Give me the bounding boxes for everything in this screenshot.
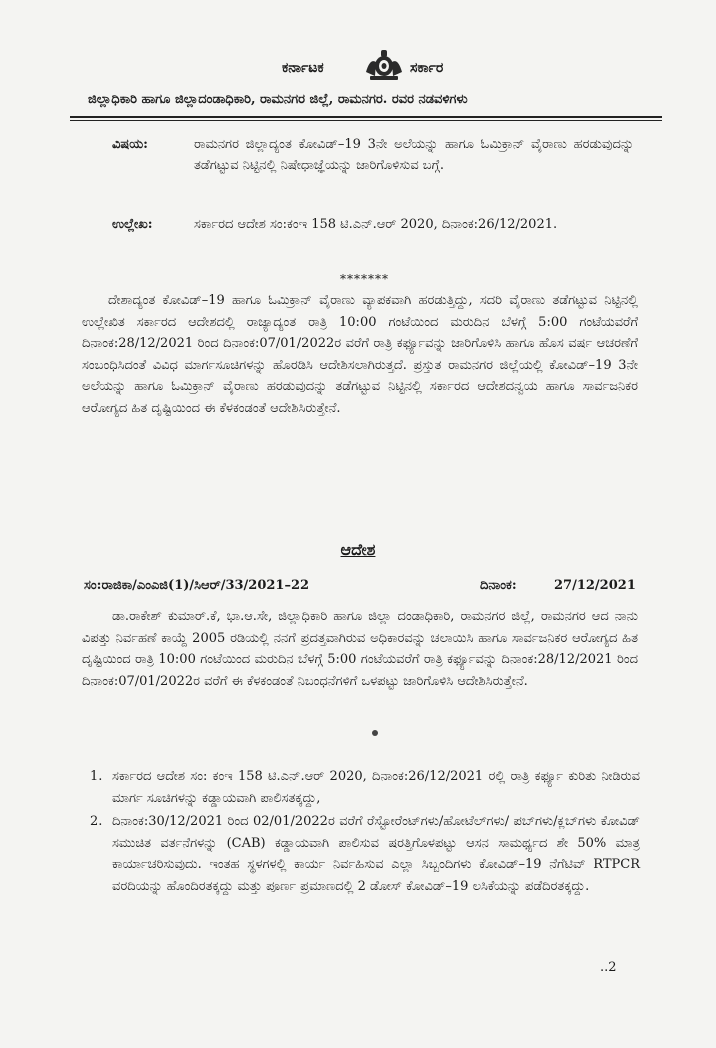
order-date-label: ದಿನಾಂಕ: — [480, 578, 517, 593]
karnataka-emblem-icon — [362, 46, 406, 82]
list-item-text: ದಿನಾಂಕ:30/12/2021 ರಿಂದ 02/01/2022ರ ವರೆಗೆ ರೆಸ್ಟೋರೆಂಟ್‌ಗಳು/ಹೋಟೆಲ್‌ಗಳು/ ಪಬ್‌ಗಳು/ಕ್ಲಬ್‌ಗಳು ಕೋವಿಡ್ ಸಮುಚಿತ ವರ್ತನೆಗಳನ್ನು (CAB) ಕಡ್ಡಾಯವಾಗಿ ಪಾಲಿಸುವ ಷರತ್ತಿಗೊಳಪಟ್ಟು ಆಸನ ಸಾಮರ್ಥ್ಯದ ಶೇ 50% ಮಾತ್ರ ಕಾರ್ಯಾಚರಿಸುವುದು. ಇಂತಹ ಸ್ಥಳಗಳಲ್ಲಿ ಕಾರ್ಯ ನಿರ್ವಹಿಸುವ ಎಲ್ಲಾ ಸಿಬ್ಬಂದಿಗಳು ಕೋವಿಡ್–19 ನೆಗೆಟಿವ್ RTPCR ವರದಿಯನ್ನು ಹೊಂದಿರತಕ್ಕದ್ದು ಮತ್ತು ಪೂರ್ಣ ಪ್ರಮಾಣದಲ್ಲಿ 2 ಡೋಸ್ ಕೋವಿಡ್–19 ಲಸಿಕೆಯನ್ನು ಪಡೆದಿರತಕ್ಕದ್ದು. — [112, 814, 640, 894]
preamble-paragraph: ದೇಶಾದ್ಯಂತ ಕೋವಿಡ್–19 ಹಾಗೂ ಓಮಿಕ್ರಾನ್ ವೈರಾಣು ವ್ಯಾಪಕವಾಗಿ ಹರಡುತ್ತಿದ್ದು, ಸದರಿ ವೈರಾಣು ತಡೆಗಟ್ಟುವ ನಿಟ್ಟಿನಲ್ಲಿ ಉಲ್ಲೇಖಿತ ಸರ್ಕಾರದ ಆದೇಶದಲ್ಲಿ ರಾಜ್ಯಾದ್ಯಂತ ರಾತ್ರಿ 10:00 ಗಂಟೆಯಿಂದ ಮರುದಿನ ಬೆಳಗ್ಗೆ 5:00 ಗಂಟೆಯವರೆಗೆ ದಿನಾಂಕ:28/12/2021 ರಿಂದ ದಿನಾಂಕ:07/01/2022ರ ವರೆಗೆ ರಾತ್ರಿ ಕರ್ಫ್ಯೂವನ್ನು ಜಾರಿಗೊಳಿಸಿ ಹಾಗೂ ಹೊಸ ವರ್ಷ ಆಚರಣೆಗೆ ಸಂಬಂಧಿಸಿದಂತೆ ವಿವಿಧ ಮಾರ್ಗಸೂಚಿಗಳನ್ನು ಹೊರಡಿಸಿ ಆದೇಶಿಸಲಾಗಿರುತ್ತದೆ. ಪ್ರಸ್ತುತ ರಾಮನಗರ ಜಿಲ್ಲೆಯಲ್ಲಿ ಕೋವಿಡ್–19 3ನೇ ಅಲೆಯನ್ನು ಹಾಗೂ ಓಮಿಕ್ರಾನ್ ವೈರಾಣು ಹರಡುವುದನ್ನು ತಡೆಗಟ್ಟುವ ನಿಟ್ಟಿನಲ್ಲಿ ಸರ್ಕಾರದ ಆದೇಶದನ್ವಯ ಹಾಗೂ ಸಾರ್ವಜನಿಕರ ಆರೋಗ್ಯದ ಹಿತ ದೃಷ್ಟಿಯಿಂದ ಈ ಕೆಳಕಂಡಂತೆ ಆದೇಶಿಸಿರುತ್ತೇನೆ. — [82, 293, 638, 416]
order-conditions-list — [90, 766, 640, 899]
ink-dot — [372, 730, 378, 736]
office-title: ಜಿಲ್ಲಾಧಿಕಾರಿ ಹಾಗೂ ಜಿಲ್ಲಾದಂಡಾಧಿಕಾರಿ, ರಾಮನಗರ ಜಿಲ್ಲೆ, ರಾಮನಗರ. ರವರ ನಡವಳಿಗಳು — [88, 92, 468, 107]
letterhead-left-text: ಕರ್ನಾಟಕ — [282, 60, 324, 76]
order-title: ಆದೇಶ — [340, 540, 376, 559]
order-body-paragraph: ಡಾ.ರಾಕೇಶ್ ಕುಮಾರ್.ಕೆ, ಭಾ.ಆ.ಸೇ, ಜಿಲ್ಲಾಧಿಕಾರಿ ಹಾಗೂ ಜಿಲ್ಲಾ ದಂಡಾಧಿಕಾರಿ, ರಾಮನಗರ ಜಿಲ್ಲೆ, ರಾಮನಗರ ಆದ ನಾನು ವಿಪತ್ತು ನಿರ್ವಹಣೆ ಕಾಯ್ದೆ 2005 ರಡಿಯಲ್ಲಿ ನನಗೆ ಪ್ರದತ್ತವಾಗಿರುವ ಅಧಿಕಾರವನ್ನು ಚಲಾಯಿಸಿ ಹಾಗೂ ಸಾರ್ವಜನಿಕರ ಆರೋಗ್ಯದ ಹಿತ ದೃಷ್ಟಿಯಿಂದ ರಾತ್ರಿ 10:00 ಗಂಟೆಯಿಂದ ಮರುದಿನ ಬೆಳಗ್ಗೆ 5:00 ಗಂಟೆಯವರೆಗೆ ರಾತ್ರಿ ಕರ್ಫ್ಯೂವನ್ನು ದಿನಾಂಕ:28/12/2021 ರಿಂದ ದಿನಾಂಕ:07/01/2022ರ ವರೆಗೆ ಈ ಕೆಳಕಂಡಂತೆ ನಿಬಂಧನೆಗಳಿಗೆ ಒಳಪಟ್ಟು ಜಾರಿಗೊಳಿಸಿ ಆದೇಶಿಸಿರುತ್ತೇನೆ. — [82, 609, 638, 689]
list-item-number: 2. — [90, 814, 103, 829]
order-reference-number: ಸಂ:ರಾಜಿಕಾ/ಎಂಎಜಿ(1)/ಸಿಆರ್/33/2021–22 — [84, 578, 310, 593]
subject-text: ರಾಮನಗರ ಜಿಲ್ಲಾದ್ಯಂತ ಕೋವಿಡ್–19 3ನೇ ಅಲೆಯನ್ನು ಹಾಗೂ ಓಮಿಕ್ರಾನ್ ವೈರಾಣು ಹರಡುವುದನ್ನು ತಡೆಗಟ್ಟುವ ನಿಟ್ಟಿನಲ್ಲಿ ನಿಷೇಧಾಜ್ಞೆಯನ್ನು ಜಾರಿಗೊಳಿಸುವ ಬಗ್ಗೆ. — [194, 137, 634, 173]
subject-block — [112, 134, 632, 200]
divider — [70, 116, 662, 118]
reference-label: ಉಲ್ಲೇಖ: — [112, 217, 153, 232]
list-item-number: 1. — [90, 769, 103, 784]
reference-text: ಸರ್ಕಾರದ ಆದೇಶ ಸಂ:ಕಂಇ 158 ಟಿ.ಎನ್.ಆರ್ 2020, ದಿನಾಂಕ:26/12/2021. — [194, 217, 558, 232]
list-item — [90, 811, 640, 897]
letterhead — [0, 46, 716, 86]
separator: ******* — [340, 272, 389, 286]
list-item — [90, 766, 640, 809]
order-date-value: 27/12/2021 — [554, 578, 636, 593]
subject-label: ವಿಷಯ: — [112, 137, 148, 152]
page-number: ..2 — [600, 960, 617, 975]
reference-block — [112, 214, 632, 258]
list-item-text: ಸರ್ಕಾರದ ಆದೇಶ ಸಂ: ಕಂಇ 158 ಟಿ.ಎನ್.ಆರ್ 2020, ದಿನಾಂಕ:26/12/2021 ರಲ್ಲಿ ರಾತ್ರಿ ಕರ್ಫ್ಯೂ ಕುರಿತು ನೀಡಿರುವ ಮಾರ್ಗ ಸೂಚಿಗಳನ್ನು ಕಡ್ಡಾಯವಾಗಿ ಪಾಲಿಸತಕ್ಕದ್ದು, — [112, 769, 640, 806]
divider — [70, 120, 662, 121]
letterhead-right-text: ಸರ್ಕಾರ — [410, 60, 444, 76]
